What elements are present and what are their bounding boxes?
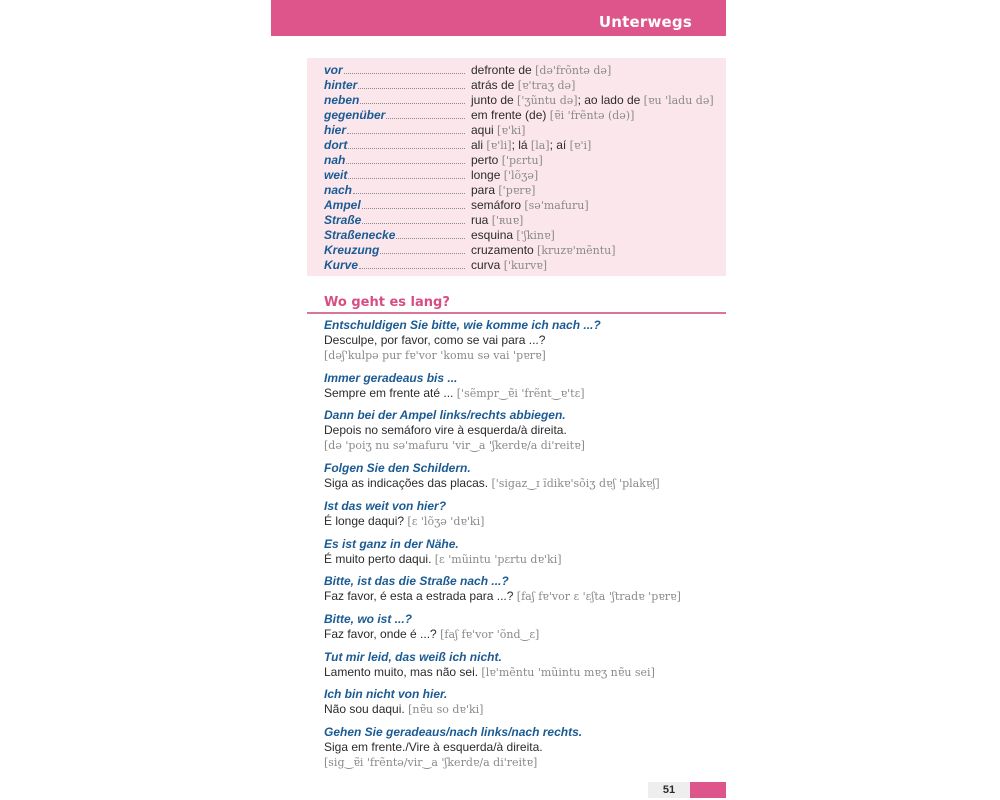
phrase-entry <box>324 650 724 680</box>
vocab-german: nah <box>324 153 346 167</box>
vocab-portuguese: defronte de <box>471 63 532 77</box>
vocabulary-box <box>307 58 726 276</box>
vocab-ipa: ['kurvɐ] <box>503 259 548 272</box>
phrase-entry <box>324 461 724 491</box>
phrase-german: Folgen Sie den Schildern. <box>324 461 471 475</box>
vocab-ipa: ['ʒũntu də] <box>517 94 578 107</box>
vocab-portuguese-alt: ; lá <box>511 138 528 152</box>
dot-leader <box>396 229 465 239</box>
phrase-portuguese: Não sou daqui. <box>324 702 405 716</box>
dot-leader <box>347 124 465 134</box>
vocab-ipa: [ɐ'traʒ də] <box>517 79 576 92</box>
phrase-ipa: [lɐ'mẽntu 'mũintu mɐʒ nɐ̃u sei] <box>481 666 655 679</box>
phrase-ipa: [sig‿ɐ̃i 'frẽntə/vir‿a 'ʃkerdɐ/a di'reitɐ] <box>324 756 538 769</box>
vocab-german: gegenüber <box>324 108 386 122</box>
phrase-portuguese: Faz favor, onde é ...? <box>324 627 437 641</box>
phrase-ipa: [faʃ fɐ'vor 'õnd‿ɛ] <box>440 628 540 641</box>
vocab-portuguese: cruzamento <box>471 243 534 257</box>
phrase-ipa: [nɐ̃u so dɐ'ki] <box>408 703 484 716</box>
phrase-german: Es ist ganz in der Nähe. <box>324 537 459 551</box>
vocab-ipa: ['ʃkinɐ] <box>516 229 555 242</box>
phrase-portuguese: Siga as indicações das placas. <box>324 476 489 490</box>
phrase-entry <box>324 499 724 529</box>
vocab-portuguese-alt2: ; aí <box>549 138 567 152</box>
dot-leader <box>360 94 465 104</box>
phrase-ipa: [ɛ 'lõʒə 'dɐ'ki] <box>407 515 485 528</box>
phrase-portuguese: É longe daqui? <box>324 514 405 528</box>
phrase-german: Immer geradeaus bis ... <box>324 371 458 385</box>
vocab-portuguese-alt: ; ao lado de <box>577 93 641 107</box>
vocab-portuguese: em frente (de) <box>471 108 547 122</box>
vocab-ipa-alt2: [ɐ'i] <box>569 139 592 152</box>
vocab-german: weit <box>324 168 348 182</box>
vocab-portuguese: para <box>471 183 496 197</box>
vocab-german: vor <box>324 63 343 77</box>
phrase-german: Bitte, wo ist ...? <box>324 612 413 626</box>
phrase-german: Bitte, ist das die Straße nach ...? <box>324 574 509 588</box>
dot-leader <box>346 154 465 164</box>
phrase-entry <box>324 725 724 770</box>
phrase-entry <box>324 687 724 717</box>
vocab-portuguese: junto de <box>471 93 514 107</box>
page-tab-marker <box>690 782 726 798</box>
vocab-german: Kurve <box>324 258 359 272</box>
section-heading: Wo geht es lang? <box>324 295 450 310</box>
phrase-german: Ich bin nicht von hier. <box>324 687 448 701</box>
vocab-ipa: [sə'mafuru] <box>524 199 589 212</box>
phrase-ipa: ['sẽmpr‿ɐ̃i 'frẽnt‿ɐ'tɛ] <box>456 387 585 400</box>
vocab-row <box>324 213 724 228</box>
vocab-row <box>324 138 724 153</box>
phrasebook-page <box>271 0 726 800</box>
vocab-row <box>324 123 724 138</box>
dot-leader <box>348 139 465 149</box>
vocab-ipa: ['ʀuɐ] <box>491 214 524 227</box>
vocab-row <box>324 63 724 78</box>
vocab-portuguese: rua <box>471 213 489 227</box>
phrase-entry <box>324 318 724 363</box>
vocab-german: Straßenecke <box>324 228 396 242</box>
dot-leader <box>344 64 465 74</box>
vocab-ipa: ['pɐrɐ] <box>498 184 536 197</box>
dot-leader <box>386 109 465 119</box>
phrase-entry <box>324 537 724 567</box>
phrase-portuguese: Desculpe, por favor, como se vai para ...? <box>324 333 546 347</box>
phrase-portuguese: Depois no semáforo vire à esquerda/à direita. <box>324 423 567 437</box>
vocab-ipa: [ɐ'li] <box>486 139 512 152</box>
dot-leader <box>358 79 465 89</box>
phrase-entry <box>324 612 724 642</box>
vocab-portuguese: longe <box>471 168 501 182</box>
vocab-row <box>324 198 724 213</box>
vocab-ipa-alt: [la] <box>530 139 550 152</box>
page-number: 51 <box>648 782 690 798</box>
vocab-ipa: [kruzɐ'mẽntu] <box>537 244 616 257</box>
dot-leader <box>362 214 465 224</box>
dot-leader <box>348 169 465 179</box>
phrase-entry <box>324 408 724 453</box>
phrase-german: Ist das weit von hier? <box>324 499 447 513</box>
vocab-portuguese: esquina <box>471 228 514 242</box>
phrase-portuguese: Lamento muito, mas não sei. <box>324 665 479 679</box>
vocab-ipa: [də'frõntə də] <box>535 64 612 77</box>
phrase-german: Dann bei der Ampel links/rechts abbiegen. <box>324 408 566 422</box>
vocab-german: Ampel <box>324 198 361 212</box>
vocab-portuguese: semáforo <box>471 198 522 212</box>
dot-leader <box>362 199 465 209</box>
phrase-ipa: ['sigaz‿ɪ ĩdikɐ'sõiʒ dɐʃ 'plakɐʃ] <box>491 477 660 490</box>
vocab-portuguese: ali <box>471 138 484 152</box>
header-bar <box>271 0 726 36</box>
vocab-german: Straße <box>324 213 362 227</box>
vocab-ipa: [ɐ'ki] <box>497 124 526 137</box>
phrase-portuguese: Siga em frente./Vire à esquerda/à direita. <box>324 740 543 754</box>
phrase-german: Entschuldigen Sie bitte, wie komme ich nach ...? <box>324 318 601 332</box>
vocab-portuguese: perto <box>471 153 499 167</box>
phrase-german: Tut mir leid, das weiß ich nicht. <box>324 650 502 664</box>
dot-leader <box>380 244 465 254</box>
vocab-row <box>324 93 724 108</box>
vocab-portuguese: atrás de <box>471 78 515 92</box>
phrase-portuguese: Sempre em frente até ... <box>324 386 454 400</box>
vocab-row <box>324 183 724 198</box>
vocab-german: Kreuzung <box>324 243 380 257</box>
vocab-row <box>324 168 724 183</box>
phrase-ipa: [ɛ 'mũintu 'pɛrtu dɐ'ki] <box>434 553 562 566</box>
vocab-german: nach <box>324 183 353 197</box>
vocab-portuguese: aqui <box>471 123 494 137</box>
phrase-ipa: [faʃ fɐ'vor ɛ 'ɛʃta 'ʃtradɐ 'pɐrɐ] <box>516 590 681 603</box>
vocab-row <box>324 78 724 93</box>
dot-leader <box>359 259 465 269</box>
phrase-entry <box>324 574 724 604</box>
vocab-ipa: [ɐ̃i 'frẽntə (də)] <box>549 109 635 122</box>
vocab-row <box>324 153 724 168</box>
vocab-ipa: ['lõʒə] <box>503 169 539 182</box>
vocab-row <box>324 243 724 258</box>
phrase-ipa: [də 'poiʒ nu sə'mafuru 'vir‿a 'ʃkerdɐ/a di'reitɐ] <box>324 439 585 452</box>
section-divider <box>307 312 726 314</box>
vocab-german: neben <box>324 93 360 107</box>
phrase-entry <box>324 371 724 401</box>
vocab-german: dort <box>324 138 348 152</box>
phrase-portuguese: É muito perto daqui. <box>324 552 432 566</box>
phrase-ipa: [dəʃ'kulpə pur fɐ'vor 'komu sə vai 'pɐrɐ] <box>324 349 546 362</box>
dot-leader <box>353 184 465 194</box>
vocab-row <box>324 108 724 123</box>
phrase-portuguese: Faz favor, é esta a estrada para ...? <box>324 589 514 603</box>
vocab-ipa-alt: [ɐu 'ladu də] <box>643 94 714 107</box>
vocab-row <box>324 258 724 273</box>
phrase-german: Gehen Sie geradeaus/nach links/nach rechts. <box>324 725 583 739</box>
vocab-row <box>324 228 724 243</box>
vocab-german: hier <box>324 123 347 137</box>
vocab-german: hinter <box>324 78 358 92</box>
chapter-title: Unterwegs <box>598 13 692 31</box>
vocab-portuguese: curva <box>471 258 501 272</box>
vocab-ipa: ['pɛrtu] <box>501 154 543 167</box>
